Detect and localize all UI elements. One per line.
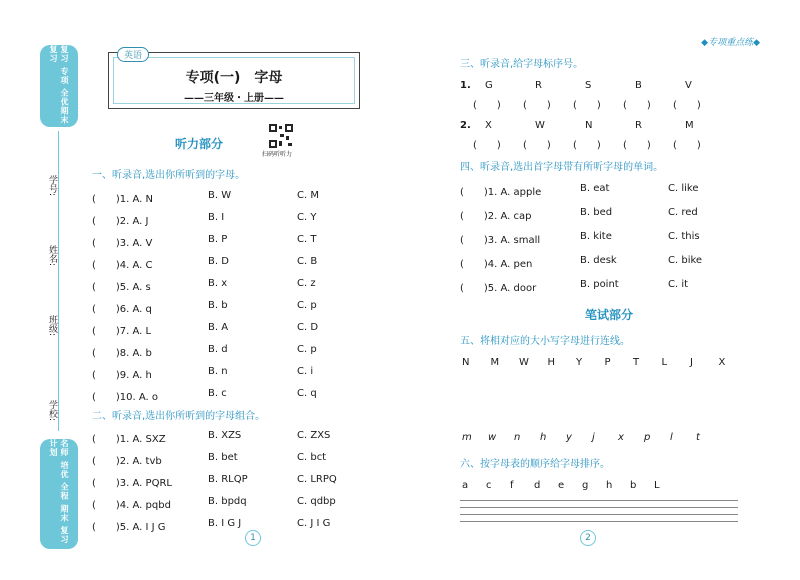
answer-option-b: B. I G J [208, 518, 242, 529]
page-title: 专项(一) 字母 [185, 70, 283, 86]
answer-option-a: ( )5. A. s [92, 282, 151, 293]
answer-option-a: ( )1. A. N [92, 194, 154, 205]
answer-option-a: ( )6. A. q [92, 304, 152, 315]
answer-option-b: B. kite [580, 231, 612, 242]
answer-option-b: B. I [208, 212, 225, 223]
answer-option-c: C. Y [297, 212, 317, 223]
answer-option-c: C. this [668, 231, 700, 242]
answer-blank: ( ) [623, 100, 651, 111]
letter: b [630, 480, 637, 491]
answer-option-c: C. z [297, 278, 316, 289]
answer-option-c: C. like [668, 183, 699, 194]
answer-option-c: C. bct [297, 452, 327, 463]
answer-option-c: C. D [297, 322, 319, 333]
answer-option-b: B. bed [580, 207, 613, 218]
q3-row1-label: 1. [460, 80, 471, 91]
writing-line[interactable] [460, 500, 738, 501]
lowercase-letter: m [462, 432, 472, 443]
answer-option-b: B. n [208, 366, 228, 377]
answer-option-a: ( )1. A. apple [460, 187, 542, 198]
answer-option-c: C. M [297, 190, 319, 201]
page-number-badge [580, 530, 596, 546]
answer-option-b: B. bpdq [208, 496, 247, 507]
question-1-title: 一、听录音,选出你所听到的字母。 [92, 170, 246, 181]
letter: L [654, 480, 660, 491]
answer-option-b: B. RLQP [208, 474, 248, 485]
answer-option-b: B. point [580, 279, 619, 290]
uppercase-letter: W [519, 357, 529, 368]
title-box [108, 52, 360, 109]
section-tag: ◆专项重点练◆ [701, 38, 760, 48]
school-field[interactable]: 学校: [47, 400, 57, 422]
uppercase-letter: Y [576, 357, 583, 368]
answer-option-c: C. p [297, 300, 317, 311]
answer-option-b: B. b [208, 300, 228, 311]
answer-option-c: C. red [668, 207, 698, 218]
class-field[interactable]: 班级: [47, 315, 57, 337]
answer-option-c: C. B [297, 256, 318, 267]
qr-label: 扫码听听力 [262, 151, 293, 158]
sidebar [40, 45, 78, 549]
answer-option-c: C. T [297, 234, 317, 245]
letter: g [582, 480, 589, 491]
answer-option-a: ( )4. A. pen [460, 259, 533, 270]
answer-blank: ( ) [623, 140, 651, 151]
answer-option-c: C. ZXS [297, 430, 331, 441]
answer-option-c: C. q [297, 388, 317, 399]
lowercase-letter: l [670, 432, 673, 443]
answer-blank: ( ) [573, 140, 601, 151]
answer-option-c: C. bike [668, 255, 703, 266]
uppercase-letter: H [547, 357, 556, 368]
answer-option-b: B. bet [208, 452, 238, 463]
letter: M [685, 120, 694, 131]
answer-option-c: C. qdbp [297, 496, 336, 507]
answer-option-a: ( )10. A. o [92, 392, 159, 403]
answer-option-b: B. d [208, 344, 228, 355]
answer-option-a: ( )7. A. L [92, 326, 152, 337]
page-number: 2 [585, 533, 591, 543]
answer-option-a: ( )3. A. small [460, 235, 541, 246]
answer-option-a: ( )2. A. tvb [92, 456, 162, 467]
letter: f [510, 480, 514, 491]
answer-option-b: B. P [208, 234, 228, 245]
letter: G [485, 80, 493, 91]
answer-option-a: ( )4. A. pqbd [92, 500, 171, 511]
lowercase-letter: j [592, 432, 595, 443]
answer-blank: ( ) [523, 100, 551, 111]
letter: N [585, 120, 593, 131]
answer-option-b: B. XZS [208, 430, 242, 441]
letter: B [635, 80, 642, 91]
answer-option-a: ( )3. A. V [92, 238, 153, 249]
uppercase-letter: L [661, 357, 668, 368]
lowercase-letter: n [514, 432, 521, 443]
answer-option-a: ( )2. A. J [92, 216, 149, 227]
sidebar-top-label: 复习 专项 全优期末复习 [40, 45, 78, 127]
answer-blank: ( ) [473, 140, 501, 151]
answer-option-a: ( )9. A. h [92, 370, 152, 381]
uppercase-letter: M [490, 357, 500, 368]
answer-option-a: ( )2. A. cap [460, 211, 532, 222]
answer-option-a: ( )5. A. door [460, 283, 537, 294]
answer-option-b: B. eat [580, 183, 610, 194]
uppercase-letter: T [633, 357, 640, 368]
letter: R [635, 120, 642, 131]
answer-option-c: C. J I G [297, 518, 331, 529]
q3-row2-label: 2. [460, 120, 471, 131]
subject-badge: 英语 [117, 47, 149, 62]
uppercase-letter: X [718, 357, 726, 368]
letter: S [585, 80, 592, 91]
writing-line[interactable] [460, 514, 738, 515]
writing-line[interactable] [460, 521, 738, 522]
letter: d [534, 480, 541, 491]
page-number: 1 [250, 533, 256, 543]
question-2-title: 二、听录音,选出你所听到的字母组合。 [92, 411, 266, 422]
answer-option-b: B. W [208, 190, 232, 201]
uppercase-letter: P [604, 357, 611, 368]
letter: a [462, 480, 469, 491]
listening-section-title: 听力部分 [175, 137, 224, 151]
answer-option-a: ( )4. A. C [92, 260, 153, 271]
answer-option-a: ( )8. A. b [92, 348, 152, 359]
sidebar-bottom-label: 名师 培优 全程 期末 复习 计划 [40, 439, 78, 549]
letter: X [485, 120, 492, 131]
lowercase-letter: x [618, 432, 624, 443]
writing-line[interactable] [460, 507, 738, 508]
page-subtitle: ——三年级・上册—— [184, 93, 284, 104]
answer-blank: ( ) [673, 140, 701, 151]
lowercase-letter: w [488, 432, 497, 443]
answer-option-b: B. x [208, 278, 228, 289]
answer-option-b: B. c [208, 388, 227, 399]
lowercase-letter: p [644, 432, 651, 443]
answer-option-b: B. A [208, 322, 229, 333]
question-4-title: 四、听录音,选出首字母带有所听字母的单词。 [460, 162, 664, 173]
name-field[interactable]: 姓名: [47, 245, 57, 267]
lowercase-letter: y [566, 432, 572, 443]
answer-option-b: B. desk [580, 255, 617, 266]
page-number-badge [245, 530, 261, 546]
letter: R [535, 80, 542, 91]
question-6-title: 六、按字母表的顺序给字母排序。 [460, 459, 610, 470]
question-5-title: 五、将相对应的大小写字母进行连线。 [460, 336, 630, 347]
qr-code-icon[interactable] [268, 123, 294, 149]
letter: e [558, 480, 565, 491]
letter: V [685, 80, 692, 91]
answer-blank: ( ) [473, 100, 501, 111]
uppercase-letter: J [690, 357, 693, 368]
answer-blank: ( ) [673, 100, 701, 111]
writing-section-title: 笔试部分 [585, 308, 634, 322]
uppercase-letter: N [462, 357, 470, 368]
answer-option-a: ( )3. A. PQRL [92, 478, 172, 489]
answer-blank: ( ) [573, 100, 601, 111]
answer-option-c: C. p [297, 344, 317, 355]
lowercase-letter: t [696, 432, 700, 443]
answer-option-a: ( )5. A. I J G [92, 522, 166, 533]
letter: c [486, 480, 492, 491]
answer-option-a: ( )1. A. SXZ [92, 434, 166, 445]
letter: h [606, 480, 613, 491]
student-id-field[interactable]: 学号: [47, 175, 57, 197]
answer-option-b: B. D [208, 256, 229, 267]
question-3-title: 三、听录音,给字母标序号。 [460, 59, 584, 70]
answer-option-c: C. LRPQ [297, 474, 337, 485]
letter: W [535, 120, 545, 131]
lowercase-letter: h [540, 432, 547, 443]
answer-option-c: C. i [297, 366, 314, 377]
answer-blank: ( ) [523, 140, 551, 151]
answer-option-c: C. it [668, 279, 689, 290]
